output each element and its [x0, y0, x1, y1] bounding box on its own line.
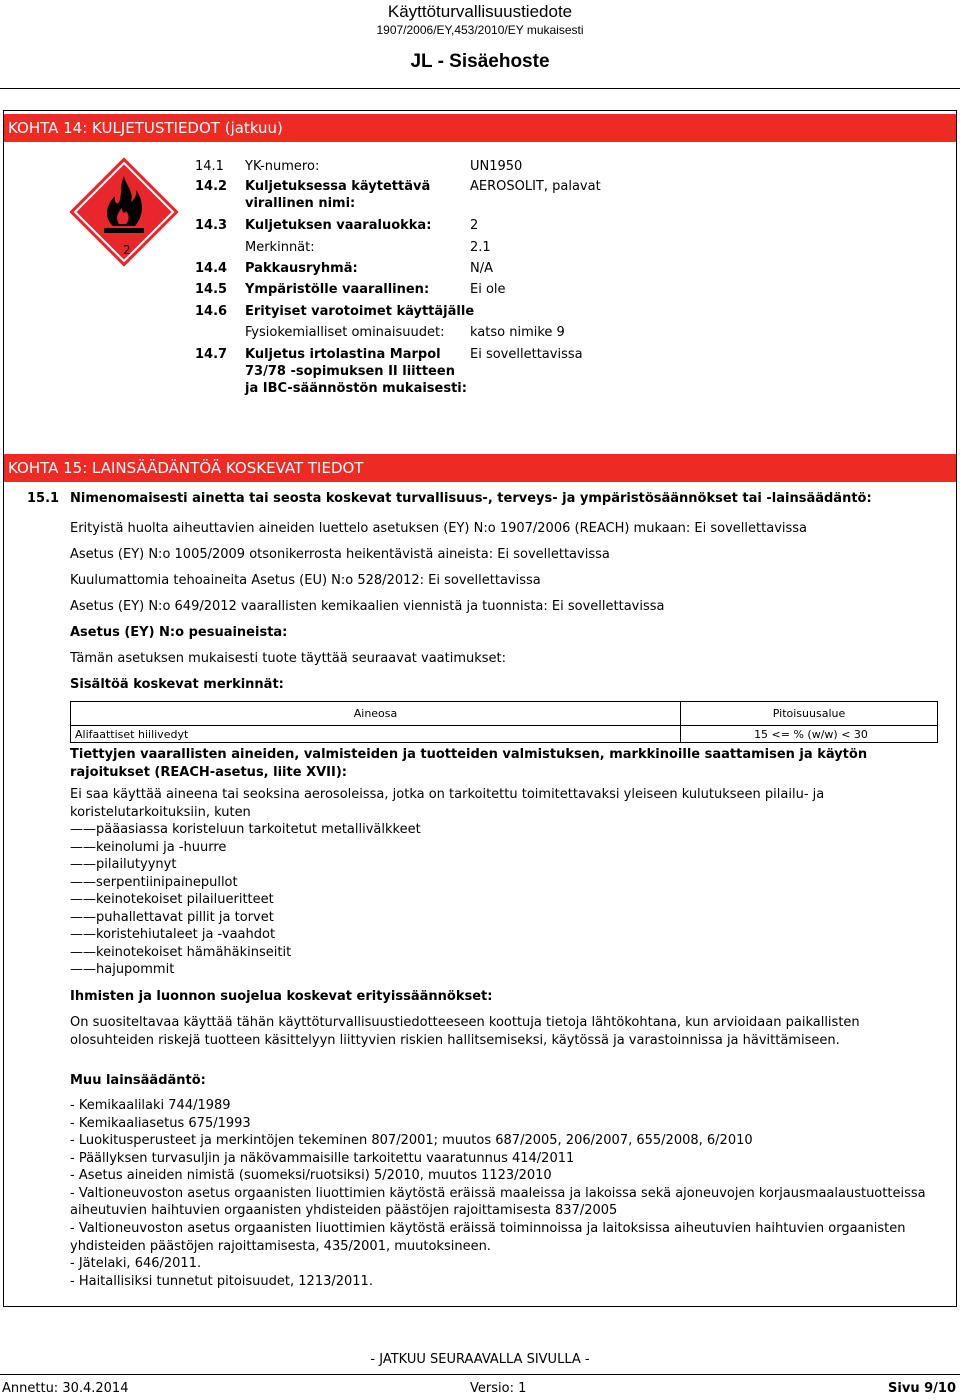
section15-1-number: 15.1 [27, 491, 60, 506]
list-item: - Valtioneuvoston asetus orgaanisten liuottimien käytöstä eräissä maaleissa ja lakoissa sekä ajoneuvojen korjausmaalaustuotteissa aiheutuvien haihtuvien orgaanisten yhdisteiden päästöjen rajoittamisesta 837/2005 [70, 1185, 926, 1218]
list-item: - Päällyksen turvasuljin ja näkövammaisille tarkoitettu vaaratunnus 414/2011 [70, 1150, 575, 1166]
pic-line: Asetus (EY) N:o 649/2012 vaarallisten kemikaalien viennistä ja tuonnista: Ei sovellettavissa [70, 599, 665, 614]
table-row [71, 726, 938, 743]
ingredient-table [70, 701, 938, 743]
page-number: Sivu 9/10 [888, 1381, 956, 1396]
ozone-line: Asetus (EY) N:o 1005/2009 otsonikerrosta heikentävistä aineista: Ei sovellettavissa [70, 547, 610, 562]
document-title: Käyttöturvallisuustiedote [387, 2, 573, 21]
restrictions-text: Ei saa käyttää aineena tai seoksina aerosoleissa, jotka on tarkoitettu toimitettavaksi yleiseen kulutukseen pilailu- ja koristelutarkoituksiin, kuten [70, 787, 825, 820]
continues-notice: - JATKUU SEURAAVALLA SIVULLA - [370, 1352, 590, 1367]
list-item: - Jätelaki, 646/2011. [70, 1256, 202, 1271]
biocide-line: Kuulumattomia tehoaineita Asetus (EU) N:o 528/2012: Ei sovellettavissa [70, 573, 541, 588]
protection-heading: Ihmisten ja luonnon suojelua koskevat erityissäännökset: [70, 989, 493, 1004]
regulation-subtitle: 1907/2006/EY,453/2010/EY mukaisesti [376, 23, 584, 37]
pictogram-class-number: 2 [123, 243, 131, 257]
list-item: - Valtioneuvoston asetus orgaanisten liuottimien käytöstä eräissä toiminnoissa ja laitoksissa aiheutuvien haihtuvien orgaanisten yhdisteiden päästöjen rajoittamisesta, 435/2001, muutoksineen. [70, 1221, 906, 1254]
list-item: —— serpentiinipainepullot [70, 874, 238, 892]
list-item: - Kemikaalilaki 744/1989 [70, 1098, 231, 1113]
cell-range: 15 <= % (w/w) < 30 [681, 726, 938, 743]
section15-heading: KOHTA 15: LAINSÄÄDÄNTÖÄ KOSKEVAT TIEDOT [4, 454, 956, 482]
detergent-heading: Asetus (EY) N:o pesuaineista: [70, 625, 288, 640]
section15-1-title: Nimenomaisesti ainetta tai seosta koskevat turvallisuus-, terveys- ja ympäristösäännökset tai -lainsäädäntö: [70, 491, 872, 506]
list-item: - Luokitusperusteet ja merkintöjen tekeminen 807/2001; muutos 687/2005, 206/2007, 655/2008, 6/2010 [70, 1133, 753, 1148]
list-item: —— pilailutyynyt [70, 856, 176, 874]
restrictions-heading: Tiettyjen vaarallisten aineiden, valmisteiden ja tuotteiden valmistuksen, markkinoille saattamisen ja käytön rajoitukset (REACH-asetus, liite XVII): [70, 747, 868, 780]
list-item: - Asetus aineiden nimistä (suomeksi/ruotsiksi) 5/2010, muutos 1123/2010 [70, 1168, 552, 1183]
section14-heading: KOHTA 14: KULJETUSTIEDOT (jatkuu) [4, 114, 956, 142]
other-legislation-heading: Muu lainsäädäntö: [70, 1073, 206, 1088]
list-item: —— keinotekoiset hämähäkinseitit [70, 944, 291, 962]
col-header-range: Pitoisuusalue [681, 702, 938, 726]
issued-date: Annettu: 30.4.2014 [2, 1381, 129, 1396]
list-item: —— keinolumi ja -huurre [70, 839, 226, 857]
col-header-ingredient: Aineosa [71, 702, 681, 726]
list-item: —— pääasiassa koristeluun tarkoitetut metallivälkkeet [70, 821, 421, 839]
labelling-heading: Sisältöä koskevat merkinnät: [70, 677, 284, 692]
version: Versio: 1 [470, 1381, 527, 1396]
list-item: - Kemikaaliasetus 675/1993 [70, 1115, 251, 1131]
list-item: —— keinotekoiset pilailueritteet [70, 891, 274, 909]
header-divider [0, 88, 960, 89]
list-item: —— puhallettavat pillit ja torvet [70, 909, 274, 927]
list-item: - Haitallisiksi tunnetut pitoisuudet, 1213/2011. [70, 1273, 373, 1289]
list-item: —— hajupommit [70, 961, 174, 979]
protection-text: On suositeltavaa käyttää tähän käyttöturvallisuustiedotteeseen koottuja tietoja lähtökohtana, kun arvioidaan paikallisten olosuhteiden riskejä tuotteen käsittelyyn liittyvien riskien hallitsemiseksi, käytössä ja varastoinnissa ja hävittämiseen. [70, 1015, 860, 1048]
product-name: JL - Sisäehoste [410, 51, 550, 72]
reach-svhc-line: Erityistä huolta aiheuttavien aineiden luettelo asetuksen (EY) N:o 1907/2006 (REACH) mukaan: Ei sovellettavissa [70, 521, 808, 536]
flammable-gas-class-2-icon [68, 156, 180, 268]
footer-divider [0, 1374, 960, 1375]
cell-ingredient: Alifaattiset hiilivedyt [71, 726, 681, 743]
list-item: —— koristehiutaleet ja -vaahdot [70, 926, 275, 944]
detergent-text: Tämän asetuksen mukaisesti tuote täyttää seuraavat vaatimukset: [70, 651, 507, 666]
